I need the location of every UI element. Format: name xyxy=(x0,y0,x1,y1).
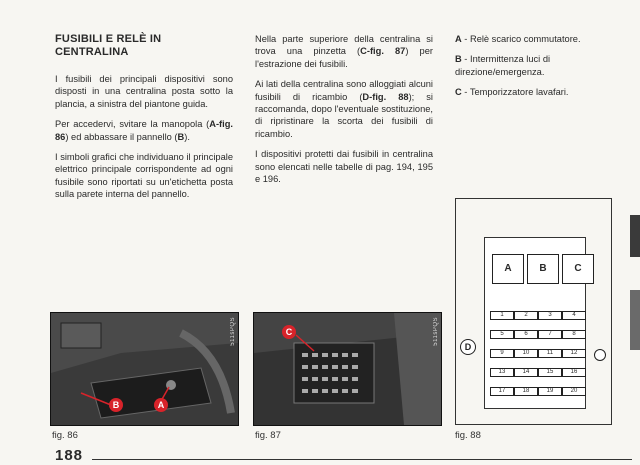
column-3 xyxy=(455,33,630,107)
photo-code: 511sPQS xyxy=(433,317,439,346)
dashboard-illustration xyxy=(51,313,238,425)
fig-87-photo xyxy=(253,312,442,426)
fuse-18: 18 xyxy=(514,387,538,396)
photo-code: 511sPQS xyxy=(230,317,236,346)
paragraph: Ai lati della centralina sono alloggiati alcuni fusibili di ricambio (D-fig. 88); si raccomanda, dopo l'eventuale sostituzione, di ripristinare la scorta dei fusibili di ricambio. xyxy=(255,79,434,139)
footer-rule xyxy=(92,459,632,460)
paragraph: I fusibili dei principali dispositivi sono disposti in una centralina posta sotto la plancia, a sinistra del piantone guida. xyxy=(55,74,233,109)
callout-c: C xyxy=(282,325,296,339)
paragraph: Nella parte superiore della centralina si trova una pinzetta (C-fig. 87) per l'estrazione dei fusibili. xyxy=(255,34,433,69)
page-number: 188 xyxy=(55,447,84,464)
fuse-6: 6 xyxy=(514,330,538,339)
fuse-20: 20 xyxy=(562,387,586,396)
fig-86-caption: fig. 86 xyxy=(52,430,78,441)
section-title: FUSIBILI E RELÈ IN CENTRALINA xyxy=(55,33,162,58)
paragraph: Per accedervi, svitare la manopola (A-fig. 86) ed abbassare il pannello (B). xyxy=(55,119,233,142)
relay-c: C xyxy=(562,254,594,284)
paragraph: I dispositivi protetti dai fusibili in centralina sono elencati nelle tabelle di pag. 194, 195 e 196. xyxy=(255,149,433,185)
spare-fuse-marker xyxy=(594,349,606,361)
fuse-12: 12 xyxy=(562,349,586,358)
relay-b: B xyxy=(527,254,559,284)
fig-88-caption: fig. 88 xyxy=(455,430,481,441)
fuse-15: 15 xyxy=(538,368,562,377)
fuse-2: 2 xyxy=(514,311,538,320)
column-1 xyxy=(55,33,233,209)
fuse-5: 5 xyxy=(490,330,514,339)
fuse-14: 14 xyxy=(514,368,538,377)
fig-86-photo xyxy=(50,312,239,426)
fuse-13: 13 xyxy=(490,368,514,377)
relay-a: A xyxy=(492,254,524,284)
fuse-19: 19 xyxy=(538,387,562,396)
page-edge-tab xyxy=(630,215,640,257)
legend-item-b: B - Intermittenza luci di direzione/emergenza. xyxy=(455,54,551,77)
legend-item-c: C - Temporizzatore lavafari. xyxy=(455,87,569,98)
fuse-3: 3 xyxy=(538,311,562,320)
fig-87-caption: fig. 87 xyxy=(255,430,281,441)
callout-d: D xyxy=(460,339,476,355)
legend-item-a: A - Relè scarico commutatore. xyxy=(455,34,581,44)
fuse-9: 9 xyxy=(490,349,514,358)
page-edge-tab xyxy=(630,290,640,350)
fuse-4: 4 xyxy=(562,311,586,320)
fuse-11: 11 xyxy=(538,349,562,358)
fuse-1: 1 xyxy=(490,311,514,320)
fuse-7: 7 xyxy=(538,330,562,339)
fig-88-fuse-diagram xyxy=(455,198,612,425)
column-2 xyxy=(255,33,433,193)
fuse-8: 8 xyxy=(562,330,586,339)
fuse-17: 17 xyxy=(490,387,514,396)
callout-a: A xyxy=(154,398,168,412)
fuse-10: 10 xyxy=(514,349,538,358)
callout-b: B xyxy=(109,398,123,412)
paragraph: I simboli grafici che individuano il principale elettrico principale corrispondente ad ogni fusibile sono riportati su un'etichetta posta sulla parete interna del pannello. xyxy=(55,152,233,200)
fuse-16: 16 xyxy=(562,368,586,377)
